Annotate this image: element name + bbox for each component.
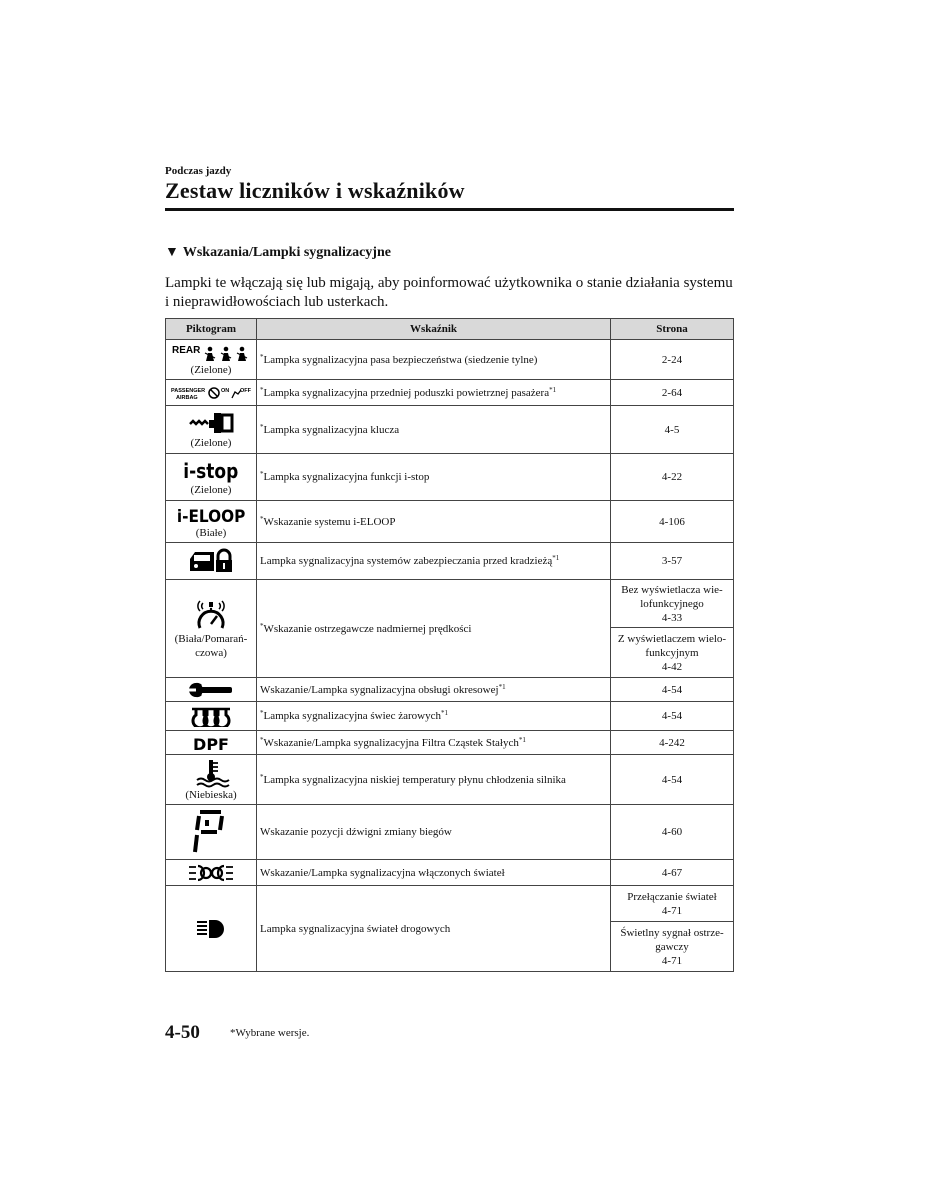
svg-text:REAR: REAR (172, 344, 201, 356)
page-reference: 3-57 (611, 543, 734, 580)
pictogram-cell (166, 755, 257, 805)
section-label: Podczas jazdy (165, 165, 232, 177)
page-reference: 4-54 (611, 755, 734, 805)
wrench-icon (169, 681, 253, 699)
svg-text:i-stop: i-stop (183, 460, 239, 483)
glow-plug-icon (169, 705, 253, 727)
page-reference-label: Z wyświetlaczem wielo-funkcyjnym (617, 632, 727, 659)
high-beam-icon (169, 918, 253, 940)
dpf-icon (169, 734, 253, 752)
indicator-description: Wskazanie pozycji dźwigni zmiany biegów (257, 805, 611, 860)
page-reference: 4-242 (611, 731, 734, 755)
indicator-table (165, 318, 734, 972)
key-icon (169, 410, 253, 436)
security-lock-car-icon (169, 547, 253, 575)
page-reference-label: Świetlny sygnał ostrze-gawczy (620, 926, 724, 953)
pictogram-cell (166, 380, 257, 406)
pictogram-caption: (Zielone) (190, 484, 232, 496)
indicator-description: Wskazanie/Lampka sygnalizacyjna obsługi okresowej$^{*1}$ (257, 678, 611, 702)
table-row (166, 454, 734, 501)
indicator-description: *Wskazanie ostrzegawcze nadmiernej prędkości (257, 580, 611, 678)
page-reference: 4-54 (611, 702, 734, 731)
indicator-description: Lampka sygnalizacyjna systemów zabezpieczania przed kradzieżą$^{*1}$ (257, 543, 611, 580)
page-reference: 4-106 (611, 501, 734, 543)
pictogram-cell (166, 678, 257, 702)
table-row (166, 805, 734, 860)
pictogram-cell (166, 340, 257, 380)
table-row (166, 380, 734, 406)
header-indicator: Wskaźnik (257, 319, 611, 340)
indicator-description: *Lampka sygnalizacyjna klucza (257, 406, 611, 454)
page-number: 4-50 (165, 1022, 200, 1043)
pictogram-cell (166, 580, 257, 678)
svg-text:PASSENGER: PASSENGER (171, 387, 206, 394)
passenger-airbag-icon (169, 385, 253, 401)
page-reference (611, 580, 734, 628)
page-reference-label: Przełączanie świateł (627, 890, 717, 903)
page-reference-number: 4-71 (661, 904, 683, 917)
svg-text:OFF: OFF (240, 387, 251, 394)
page-reference-label: Bez wyświetlacza wie-lofunkcyjnego (621, 583, 723, 610)
pictogram-cell (166, 886, 257, 972)
page-reference: 2-24 (611, 340, 734, 380)
header-page: Strona (611, 319, 734, 340)
page-reference (611, 886, 734, 922)
i-eloop-icon (169, 504, 253, 526)
table-row (166, 702, 734, 731)
svg-text:DPF: DPF (193, 734, 229, 752)
page-reference: 4-60 (611, 805, 734, 860)
pictogram-caption: (Białe) (195, 526, 227, 539)
indicator-description: Lampka sygnalizacyjna świateł drogowych (257, 886, 611, 972)
pictogram-cell (166, 406, 257, 454)
indicator-description: *Lampka sygnalizacyjna funkcji i-stop (257, 454, 611, 501)
indicator-description: *Lampka sygnalizacyjna przedniej poduszki powietrznej pasażera$^{*1}$ (257, 380, 611, 406)
table-row (166, 406, 734, 454)
footnote: *Wybrane wersje. (230, 1027, 310, 1039)
page-reference-number: 4-33 (661, 611, 683, 624)
pictogram-cell (166, 731, 257, 755)
triangle-marker-icon: ▼ (165, 245, 179, 260)
page-reference: 4-54 (611, 678, 734, 702)
page-reference: 4-22 (611, 454, 734, 501)
table-row (166, 678, 734, 702)
pictogram-cell (166, 702, 257, 731)
page-reference (611, 628, 734, 678)
pictogram-cell (166, 454, 257, 501)
page-reference-number: 4-71 (661, 954, 683, 967)
pictogram-cell (166, 543, 257, 580)
intro-paragraph: Lampki te włączają się lub migają, aby poinformować użytkownika o stanie działania systemu i nieprawidłowościach lub usterkach. (165, 275, 733, 310)
pictogram-caption: (Zielone) (190, 436, 232, 449)
pictogram-caption: (Biała/Pomarań-czowa) (174, 632, 248, 659)
pictogram-cell (166, 501, 257, 543)
indicator-description: *Wskazanie/Lampka sygnalizacyjna Filtra Cząstek Stałych$^{*1}$ (257, 731, 611, 755)
table-row (166, 731, 734, 755)
svg-text:ON: ON (221, 387, 230, 394)
page-reference (611, 922, 734, 972)
table-row (166, 860, 734, 886)
indicator-description: *Lampka sygnalizacyjna świec żarowych$^{*1}$ (257, 702, 611, 731)
table-row (166, 580, 734, 628)
pictogram-caption: (Zielone) (190, 363, 232, 376)
pictogram-cell (166, 860, 257, 886)
table-row (166, 501, 734, 543)
gear-position-icon (169, 808, 253, 856)
svg-text:i-ELOOP: i-ELOOP (176, 505, 246, 526)
page-reference: 4-5 (611, 406, 734, 454)
page-reference-number: 4-42 (661, 660, 683, 673)
lights-on-icon (169, 863, 253, 883)
svg-text:AIRBAG: AIRBAG (176, 394, 198, 401)
page-reference: 4-67 (611, 860, 734, 886)
pictogram-caption: (Niebieska) (185, 788, 237, 801)
table-header-row (166, 319, 734, 340)
indicator-description: *Wskazanie systemu i-ELOOP (257, 501, 611, 543)
pictogram-cell (166, 805, 257, 860)
table-row (166, 340, 734, 380)
page-reference: 2-64 (611, 380, 734, 406)
title-rule (165, 208, 734, 211)
low-coolant-temp-icon (169, 758, 253, 788)
indicator-description: Wskazanie/Lampka sygnalizacyjna włączonych świateł (257, 860, 611, 886)
page-title: Zestaw liczników i wskaźników (165, 178, 465, 203)
indicator-description: *Lampka sygnalizacyjna niskiej temperatury płynu chłodzenia silnika (257, 755, 611, 805)
rear-seat-belt-icon (169, 343, 253, 363)
table-row (166, 755, 734, 805)
i-stop-icon (169, 457, 253, 483)
header-pictogram: Piktogram (166, 319, 257, 340)
indicator-description: *Lampka sygnalizacyjna pasa bezpieczeństwa (siedzenie tylne) (257, 340, 611, 380)
speed-warning-icon (169, 598, 253, 632)
table-row (166, 886, 734, 922)
subsection-heading (165, 245, 391, 261)
subsection-title: Wskazania/Lampki sygnalizacyjne (182, 245, 391, 260)
table-row (166, 543, 734, 580)
